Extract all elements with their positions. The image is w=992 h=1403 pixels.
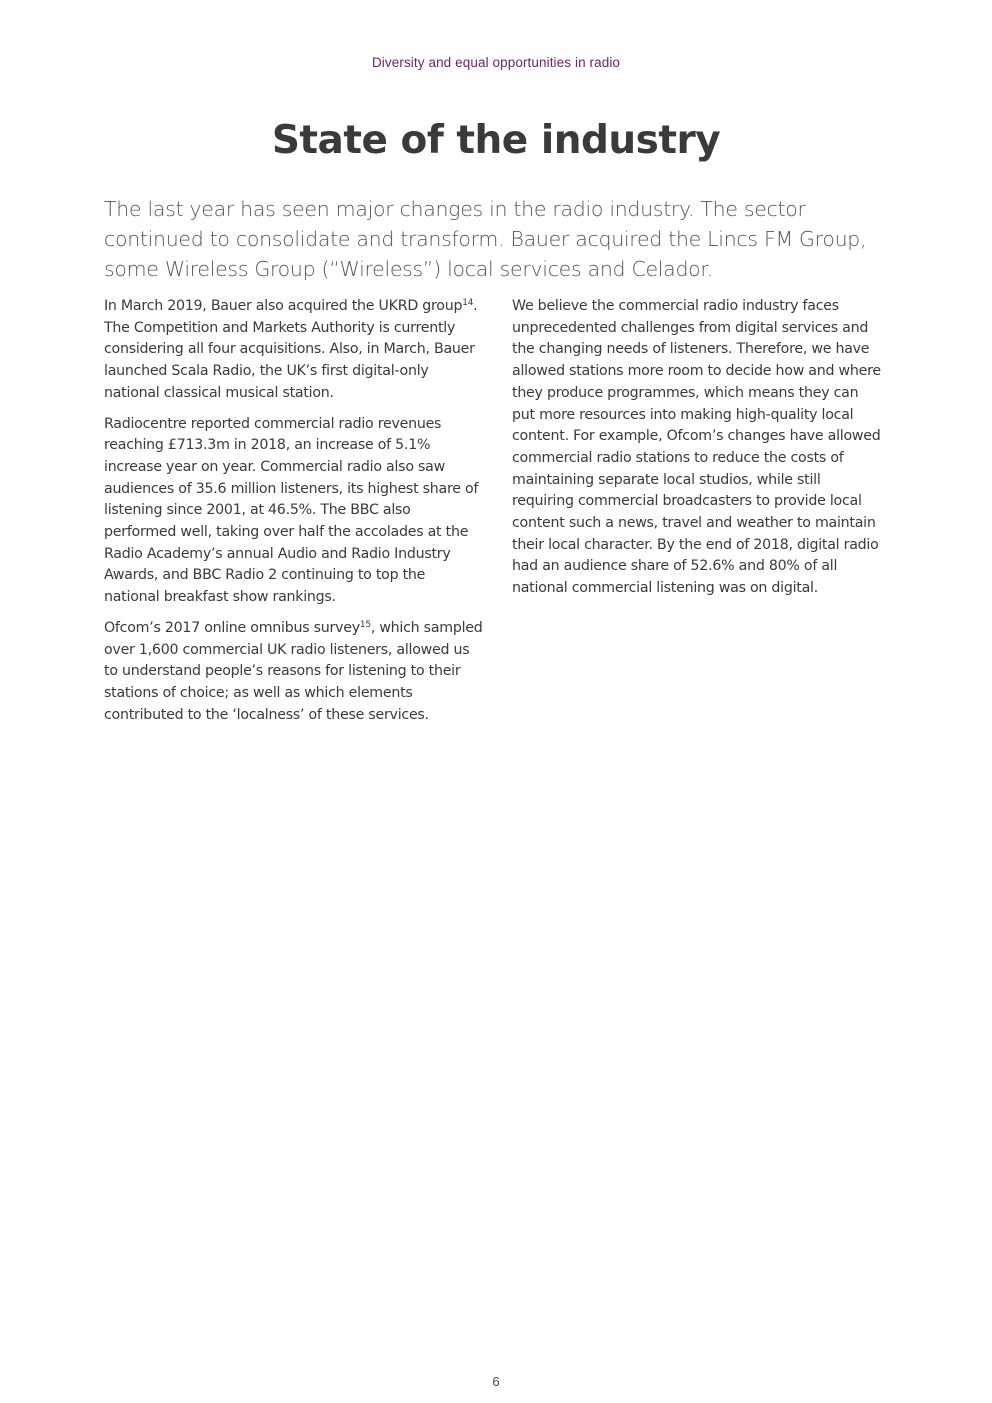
- lead-paragraph: The last year has seen major changes in the radio industry. The sector continued to consolidate and transform. Bauer acquired the Lincs FM Group, some Wireless Group (“Wireless”) local services and Celador.: [104, 197, 867, 281]
- paragraph-commercial-challenges: We believe the commercial radio industry faces unprecedented challenges from digital services and the changing needs of listeners. Therefore, we have allowed stations more room to decide how and where they produce programmes, which means they can put more resources into making high-quality local content. For example, Ofcom’s changes have allowed commercial radio stations to reduce the costs of maintaining separate local studios, while still requiring commercial broadcasters to provide local content such a news, travel and weather to maintain their local character. By the end of 2018, digital radio had an audience share of 52.6% and 80% of all national commercial listening was on digital.: [512, 298, 881, 597]
- paragraph-bauer-acquisitions: [104, 296, 484, 405]
- paragraph-ofcom-survey: [104, 618, 484, 727]
- paragraph-text: , which sampled over 1,600 commercial UK radio listeners, allowed us to understand people’s reasons for listening to their stations of choice; as well as which elements contributed to the ‘localness’ of these services.: [104, 619, 483, 723]
- footnote-ref-14[interactable]: 14: [462, 298, 474, 308]
- paragraph-text: Ofcom’s 2017 online omnibus survey: [104, 619, 360, 636]
- paragraph-text: In March 2019, Bauer also acquired the UKRD group: [104, 298, 463, 314]
- paragraph-text: . The Competition and Markets Authority is currently considering all four acquisitions. Also, in March, Bauer launched Scala Radio, the UK’s first digital-only national classical musical station.: [104, 298, 478, 401]
- paragraph-radiocentre-revenues: Radiocentre reported commercial radio revenues reaching £713.3m in 2018, an increase of 5.1% increase year on year. Commercial radio also saw audiences of 35.6 million listeners, its highest share of listening since 2001, at 46.5%. The BBC also performed well, taking over half the accolades at the Radio Academy’s annual Audio and Radio Industry Awards, and BBC Radio 2 continuing to top the national breakfast show rankings.: [104, 415, 479, 606]
- page-title: State of the industry: [271, 118, 721, 163]
- page-number: 6: [492, 1374, 500, 1389]
- left-column: [104, 296, 484, 735]
- right-column: [512, 296, 884, 609]
- footnote-ref-15[interactable]: 15: [359, 619, 371, 630]
- running-header: Diversity and equal opportunities in radio: [371, 55, 621, 70]
